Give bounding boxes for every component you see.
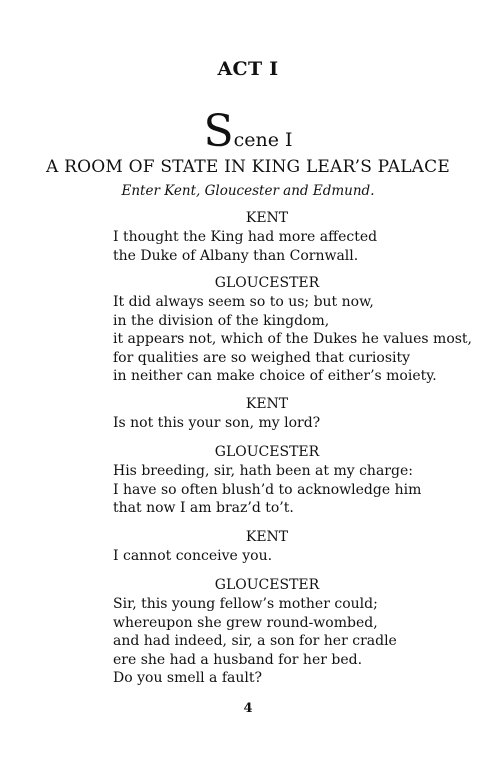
speaker-name: GLOUCESTER: [214, 275, 320, 291]
dialogue-line: Sir, this young fellow’s mother could;: [113, 596, 378, 612]
dialogue-line: It did always seem so to us; but now,: [113, 294, 374, 310]
speech-block: [113, 576, 473, 688]
scene-heading-rest: cene I: [233, 129, 293, 151]
dialogue-line: and had indeed, sir, a son for her cradle: [113, 633, 397, 650]
scene-setting: A ROOM OF STATE IN KING LEAR’S PALACE: [46, 157, 450, 177]
dialogue-line: in neither can make choice of either’s moiety.: [113, 368, 437, 385]
speech-block: [113, 209, 473, 265]
page-number: 4: [243, 701, 253, 716]
speaker-name: KENT: [245, 396, 289, 412]
speech-block: [113, 528, 473, 566]
dialogue-line: I cannot conceive you.: [113, 548, 273, 564]
dialogue-line: in the division of the kingdom,: [113, 312, 330, 329]
speaker-name: GLOUCESTER: [214, 577, 320, 593]
dialogue-line: for qualities are so weighed that curiosity: [113, 349, 411, 366]
stage-direction: Enter Kent, Gloucester and Edmund.: [121, 183, 375, 199]
speech-block: [113, 443, 473, 518]
act-heading: ACT I: [217, 58, 279, 80]
speaker-name: KENT: [245, 210, 289, 226]
speech-block: [113, 395, 473, 433]
dialogue-line: it appears not, which of the Dukes he values most,: [113, 331, 473, 348]
dialogue-line: His breeding, sir, hath been at my charge:: [113, 463, 413, 479]
dialogue-line: the Duke of Albany than Cornwall.: [113, 247, 359, 264]
dialogue-line: whereupon she grew round-wombed,: [113, 614, 378, 631]
speech-block: [113, 274, 473, 386]
scene-heading: [0, 106, 496, 157]
dialogue-line: Do you smell a fault?: [113, 670, 263, 687]
dialogue-line: ere she had a husband for her bed.: [113, 651, 363, 668]
scene-initial: S: [203, 106, 234, 157]
dialogue-line: that now I am braz’d to’t.: [113, 500, 294, 517]
dialogue-line: I thought the King had more affected: [113, 229, 378, 245]
speaker-name: GLOUCESTER: [214, 444, 320, 460]
dialogue-line: I have so often blush’d to acknowledge him: [113, 481, 422, 498]
speaker-name: KENT: [245, 529, 289, 545]
dialogue-line: Is not this your son, my lord?: [113, 415, 321, 431]
